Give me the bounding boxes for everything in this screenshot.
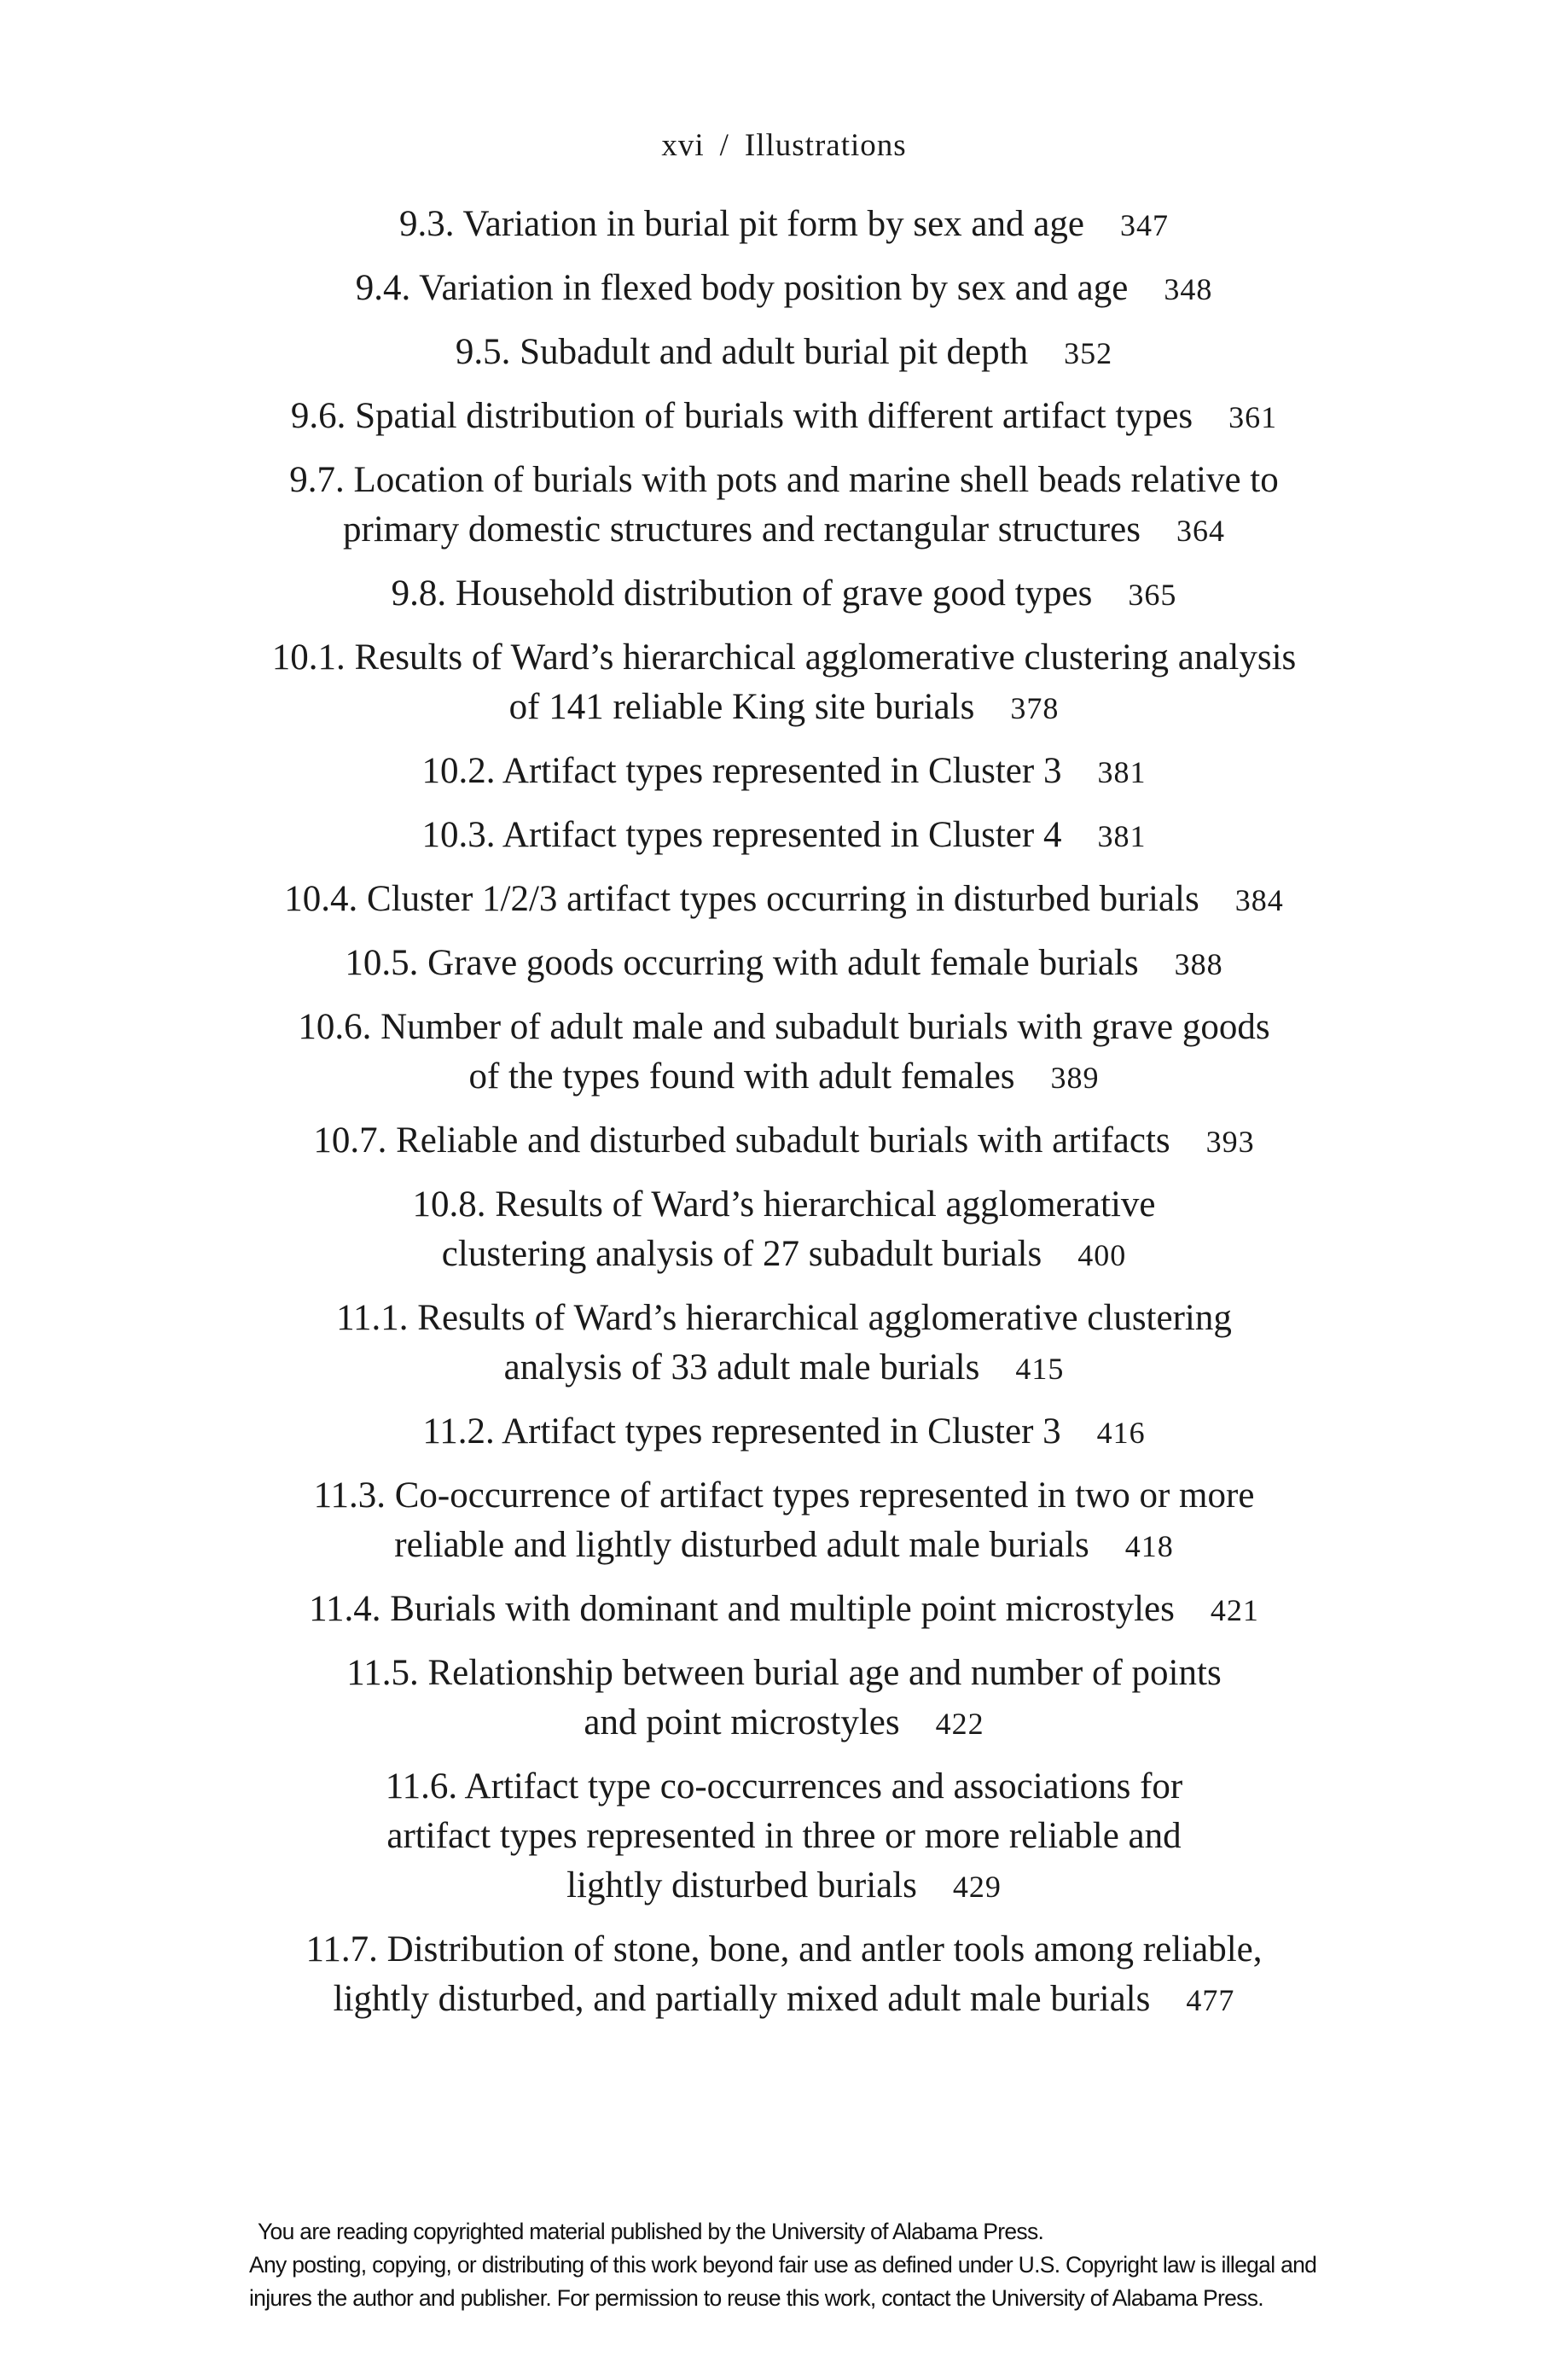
illustration-entry [0, 1180, 1568, 1280]
illustrations-list [0, 200, 1568, 2039]
illustration-entry [0, 1116, 1568, 1167]
entry-page-number: 418 [1124, 1529, 1174, 1563]
entry-caption-line: 9.7. Location of burials with pots and marine shell beads relative to [289, 460, 1279, 500]
entry-caption-text: 9.4. Variation in flexed body position by sex and age [355, 268, 1129, 308]
entry-caption-text: 10.4. Cluster 1/2/3 artifact types occurring in disturbed burials [284, 879, 1199, 919]
illustration-entry [0, 1649, 1568, 1748]
entry-caption-text: analysis of 33 adult male burials [503, 1347, 980, 1388]
entry-page-number: 415 [1015, 1352, 1065, 1386]
illustration-entry [0, 1585, 1568, 1635]
illustration-entry [0, 456, 1568, 556]
entry-caption-text: of the types found with adult females [468, 1056, 1015, 1097]
entry-caption-line [0, 683, 1568, 733]
entry-caption-text: 10.3. Artifact types represented in Cluster 4 [421, 815, 1062, 855]
entry-caption-line [0, 939, 1568, 989]
entry-caption-line: 10.6. Number of adult male and subadult burials with grave goods [298, 1007, 1270, 1047]
entry-page-number: 429 [952, 1870, 1002, 1904]
entry-page-number: 381 [1097, 755, 1147, 789]
illustration-entry [0, 200, 1568, 250]
illustration-entry [0, 1925, 1568, 2025]
entry-caption-line [0, 200, 1568, 250]
entry-caption-line: 11.5. Relationship between burial age and number of points [346, 1653, 1222, 1693]
entry-page-number: 348 [1164, 272, 1213, 306]
entry-page-number: 365 [1128, 578, 1177, 612]
entry-caption-line [0, 264, 1568, 314]
header-separator: / [719, 128, 729, 163]
entry-caption-text: of 141 reliable King site burials [508, 687, 975, 727]
entry-caption-line: artifact types represented in three or more reliable and [386, 1816, 1182, 1856]
notice-line: You are reading copyrighted material published by the University of Alabama Press. [258, 2219, 1044, 2244]
entry-caption-line: 10.8. Results of Ward’s hierarchical agglomerative [412, 1184, 1156, 1225]
entry-caption-text: 9.5. Subadult and adult burial pit depth [455, 332, 1029, 372]
illustration-entry [0, 392, 1568, 442]
entry-caption-line [0, 1521, 1568, 1571]
entry-caption-text: clustering analysis of 27 subadult burials [441, 1234, 1042, 1274]
entry-page-number: 422 [935, 1707, 984, 1741]
entry-caption-line [0, 811, 1568, 861]
entry-page-number: 421 [1210, 1593, 1259, 1627]
entry-page-number: 347 [1119, 208, 1169, 242]
entry-caption-line [0, 1861, 1568, 1911]
entry-caption-text: 10.2. Artifact types represented in Cluster 3 [421, 751, 1062, 791]
entry-caption-text: 11.4. Burials with dominant and multiple point microstyles [309, 1589, 1175, 1629]
illustration-entry [0, 633, 1568, 733]
entry-page-number: 352 [1064, 336, 1113, 370]
entry-caption-line [0, 328, 1568, 378]
entry-caption-text: lightly disturbed, and partially mixed adult male burials [333, 1979, 1151, 2019]
entry-page-number: 416 [1096, 1416, 1146, 1450]
illustration-entry [0, 328, 1568, 378]
illustration-entry [0, 1294, 1568, 1393]
entry-caption-text: lightly disturbed burials [566, 1865, 917, 1905]
entry-caption-line [0, 1975, 1568, 2025]
copyright-notice [249, 2215, 1358, 2315]
entry-caption-line [0, 1585, 1568, 1635]
notice-line: injures the author and publisher. For permission to reuse this work, contact the University of Alabama Press. [249, 2285, 1263, 2311]
entry-page-number: 361 [1228, 400, 1278, 434]
entry-caption-line [0, 1116, 1568, 1167]
running-head [0, 130, 1568, 161]
entry-page-number: 393 [1205, 1125, 1255, 1159]
notice-line: Any posting, copying, or distributing of this work beyond fair use as defined under U.S. Copyright law is illegal and [249, 2252, 1317, 2278]
illustration-entry [0, 875, 1568, 925]
entry-caption-line [0, 1230, 1568, 1280]
illustration-entry [0, 569, 1568, 620]
entry-caption-line: 11.7. Distribution of stone, bone, and antler tools among reliable, [305, 1929, 1263, 1969]
entry-caption-text: 10.7. Reliable and disturbed subadult burials with artifacts [313, 1120, 1170, 1161]
entry-page-number: 381 [1097, 819, 1147, 853]
entry-caption-text: 9.6. Spatial distribution of burials with different artifact types [290, 396, 1193, 436]
entry-caption-text: 9.3. Variation in burial pit form by sex and age [399, 204, 1084, 244]
entry-page-number: 384 [1234, 883, 1284, 917]
illustration-entry [0, 747, 1568, 797]
illustration-entry [0, 939, 1568, 989]
entry-caption-text: 9.8. Household distribution of grave good types [391, 573, 1093, 614]
folio-number: xvi [661, 128, 705, 163]
entry-caption-line: 10.1. Results of Ward’s hierarchical agglomerative clustering analysis [271, 637, 1297, 678]
entry-caption-text: and point microstyles [584, 1702, 900, 1743]
section-title: Illustrations [744, 128, 907, 163]
illustration-entry [0, 1407, 1568, 1457]
entry-caption-text: 10.5. Grave goods occurring with adult female burials [345, 943, 1139, 983]
entry-caption-line [0, 1698, 1568, 1748]
entry-caption-line: 11.1. Results of Ward’s hierarchical agglomerative clustering [336, 1298, 1232, 1338]
entry-page-number: 400 [1077, 1238, 1127, 1272]
entry-caption-line [0, 392, 1568, 442]
illustration-entry [0, 1762, 1568, 1911]
illustration-entry [0, 811, 1568, 861]
entry-caption-line [0, 1343, 1568, 1393]
illustration-entry [0, 1471, 1568, 1571]
entry-caption-text: reliable and lightly disturbed adult male burials [394, 1525, 1089, 1565]
entry-caption-line [0, 875, 1568, 925]
entry-caption-line [0, 505, 1568, 556]
entry-page-number: 389 [1050, 1061, 1100, 1095]
entry-caption-line [0, 1407, 1568, 1457]
entry-page-number: 364 [1176, 514, 1225, 548]
entry-page-number: 378 [1010, 691, 1060, 725]
entry-caption-line: 11.3. Co-occurrence of artifact types represented in two or more [313, 1475, 1255, 1516]
entry-caption-text: 11.2. Artifact types represented in Cluster 3 [422, 1411, 1061, 1452]
entry-caption-line [0, 1052, 1568, 1103]
entry-page-number: 388 [1174, 947, 1223, 981]
entry-page-number: 477 [1186, 1983, 1235, 2017]
entry-caption-line: 11.6. Artifact type co-occurrences and associations for [385, 1766, 1183, 1807]
entry-caption-text: primary domestic structures and rectangular structures [343, 509, 1141, 550]
illustration-entry [0, 1003, 1568, 1103]
entry-caption-line [0, 569, 1568, 620]
entry-caption-line [0, 747, 1568, 797]
illustration-entry [0, 264, 1568, 314]
